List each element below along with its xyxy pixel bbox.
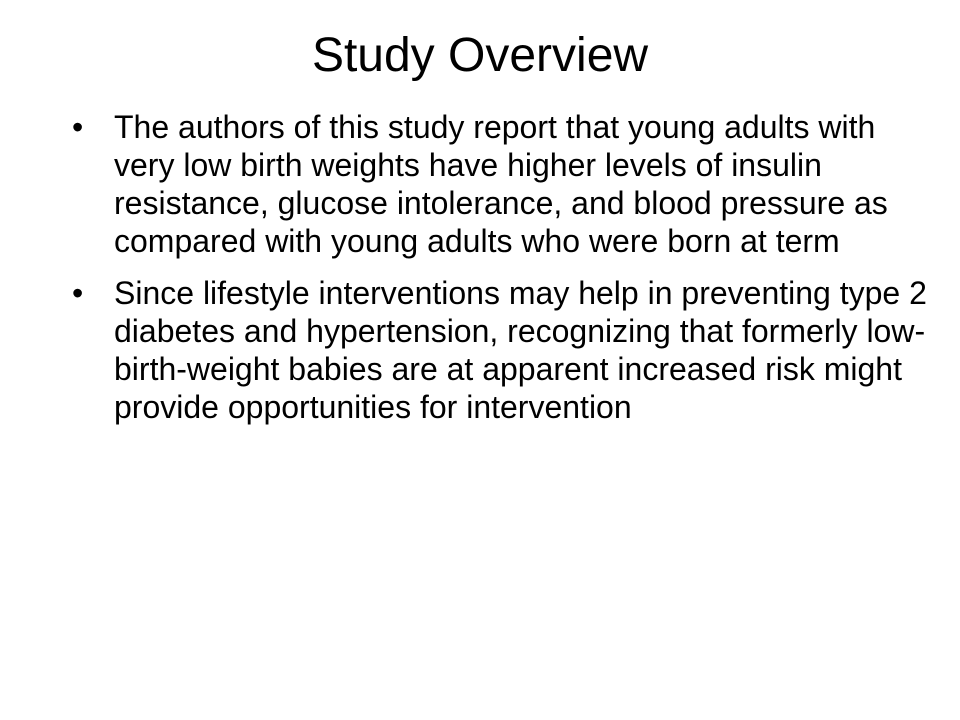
- bullet-text: Since lifestyle interventions may help in preventing type 2 diabetes and hypertension, recognizing that formerly low-birth-weight babies are at apparent increased risk might provide opportunities for intervention: [114, 275, 927, 425]
- bullet-icon: •: [72, 275, 84, 311]
- bullet-list: [72, 108, 932, 440]
- bullet-item: [72, 274, 932, 426]
- bullet-item: [72, 108, 932, 260]
- slide-title: Study Overview: [311, 29, 649, 82]
- bullet-icon: •: [72, 109, 84, 145]
- bullet-text: The authors of this study report that young adults with very low birth weights have higher levels of insulin resistance, glucose intolerance, and blood pressure as compared with young adults who were born at term: [114, 109, 888, 259]
